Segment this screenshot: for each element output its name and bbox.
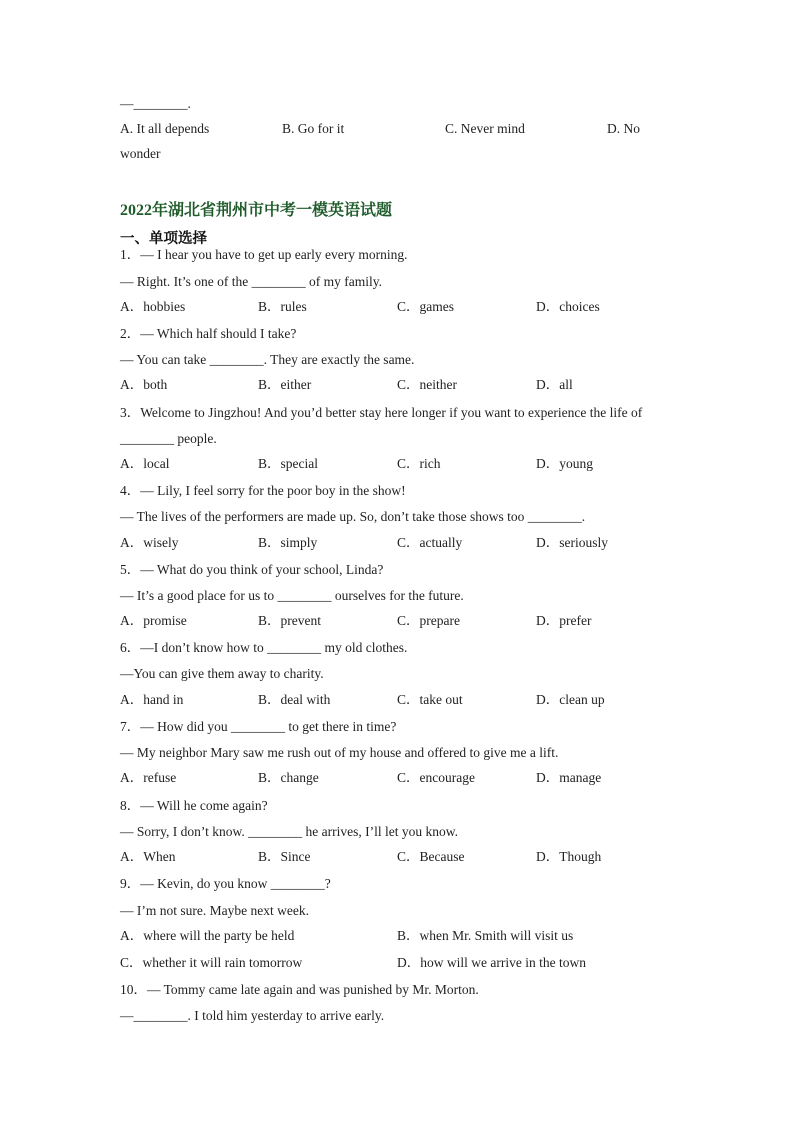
- question-6-option-a: A．hand in: [120, 692, 184, 707]
- question-8-line-1: 8．— Will he come again?: [120, 798, 268, 813]
- question-7-option-b: B．change: [258, 770, 319, 785]
- prev-option-d: D. No: [607, 121, 640, 136]
- question-9-line-2: — I’m not sure. Maybe next week.: [120, 903, 309, 918]
- question-7-option-d: D．manage: [536, 770, 602, 785]
- question-4-option-d: D．seriously: [536, 535, 608, 550]
- question-5-option-b: B．prevent: [258, 613, 321, 628]
- question-8-option-c: C．Because: [397, 849, 465, 864]
- question-6-line-2: —You can give them away to charity.: [120, 666, 324, 681]
- question-5-option-a: A．promise: [120, 613, 187, 628]
- question-7-line-2: — My neighbor Mary saw me rush out of my house and offered to give me a lift.: [120, 745, 559, 760]
- question-7-line-1: 7．— How did you ________ to get there in time?: [120, 719, 397, 734]
- question-3-option-b: B．special: [258, 456, 318, 471]
- prev-answer-line: —________.: [120, 96, 191, 111]
- question-5-option-d: D．prefer: [536, 613, 592, 628]
- question-6-option-b: B．deal with: [258, 692, 331, 707]
- question-9-option-b: B．when Mr. Smith will visit us: [397, 928, 574, 943]
- question-9-option-c: C．whether it will rain tomorrow: [120, 955, 303, 970]
- question-1-option-d: D．choices: [536, 299, 600, 314]
- question-7-option-c: C．encourage: [397, 770, 475, 785]
- question-1-option-a: A．hobbies: [120, 299, 186, 314]
- prev-option-a: A. It all depends: [120, 121, 210, 136]
- question-6-line-1: 6．—I don’t know how to ________ my old clothes.: [120, 640, 408, 655]
- question-4-option-b: B．simply: [258, 535, 318, 550]
- question-10-line-2: —________. I told him yesterday to arrive early.: [120, 1008, 385, 1023]
- question-3-option-d: D．young: [536, 456, 593, 471]
- question-6-option-c: C．take out: [397, 692, 463, 707]
- question-8-option-a: A．When: [120, 849, 176, 864]
- question-5-line-1: 5．— What do you think of your school, Linda?: [120, 562, 384, 577]
- question-2-option-b: B．either: [258, 377, 312, 392]
- question-4-option-a: A．wisely: [120, 535, 179, 550]
- question-8-line-2: — Sorry, I don’t know. ________ he arrives, I’ll let you know.: [120, 824, 458, 839]
- prev-option-c: C. Never mind: [445, 121, 525, 136]
- question-2-option-d: D．all: [536, 377, 573, 392]
- question-8-option-b: B．Since: [258, 849, 311, 864]
- question-2-option-c: C．neither: [397, 377, 457, 392]
- question-5-line-2: — It’s a good place for us to ________ ourselves for the future.: [120, 588, 464, 603]
- question-1-option-b: B．rules: [258, 299, 307, 314]
- question-5-option-c: C．prepare: [397, 613, 460, 628]
- question-4-line-1: 4．— Lily, I feel sorry for the poor boy in the show!: [120, 483, 406, 498]
- question-7-option-a: A．refuse: [120, 770, 177, 785]
- question-2-line-1: 2．— Which half should I take?: [120, 326, 297, 341]
- question-4-line-2: — The lives of the performers are made up. So, don’t take those shows too ________.: [120, 509, 586, 524]
- question-3-option-a: A．local: [120, 456, 170, 471]
- question-1-line-2: — Right. It’s one of the ________ of my family.: [120, 274, 382, 289]
- question-3-line-2: ________ people.: [120, 431, 217, 446]
- question-2-option-a: A．both: [120, 377, 168, 392]
- section-heading: 一、单项选择: [120, 231, 207, 247]
- question-6-option-d: D．clean up: [536, 692, 605, 707]
- question-9-option-d: D．how will we arrive in the town: [397, 955, 586, 970]
- question-1-option-c: C．games: [397, 299, 454, 314]
- question-8-option-d: D．Though: [536, 849, 602, 864]
- prev-option-d-wrap: wonder: [120, 146, 161, 161]
- prev-option-b: B. Go for it: [282, 121, 345, 136]
- question-1-line-1: 1．— I hear you have to get up early every morning.: [120, 247, 408, 262]
- exam-title: 2022年湖北省荆州市中考一模英语试题: [120, 202, 393, 219]
- question-9-line-1: 9．— Kevin, do you know ________?: [120, 876, 331, 891]
- question-3-line-1: 3．Welcome to Jingzhou! And you’d better stay here longer if you want to experience the life of: [120, 405, 643, 420]
- question-9-option-a: A．where will the party be held: [120, 928, 295, 943]
- question-10-line-1: 10．— Tommy came late again and was punished by Mr. Morton.: [120, 982, 479, 997]
- question-4-option-c: C．actually: [397, 535, 463, 550]
- question-2-line-2: — You can take ________. They are exactly the same.: [120, 352, 415, 367]
- question-3-option-c: C．rich: [397, 456, 441, 471]
